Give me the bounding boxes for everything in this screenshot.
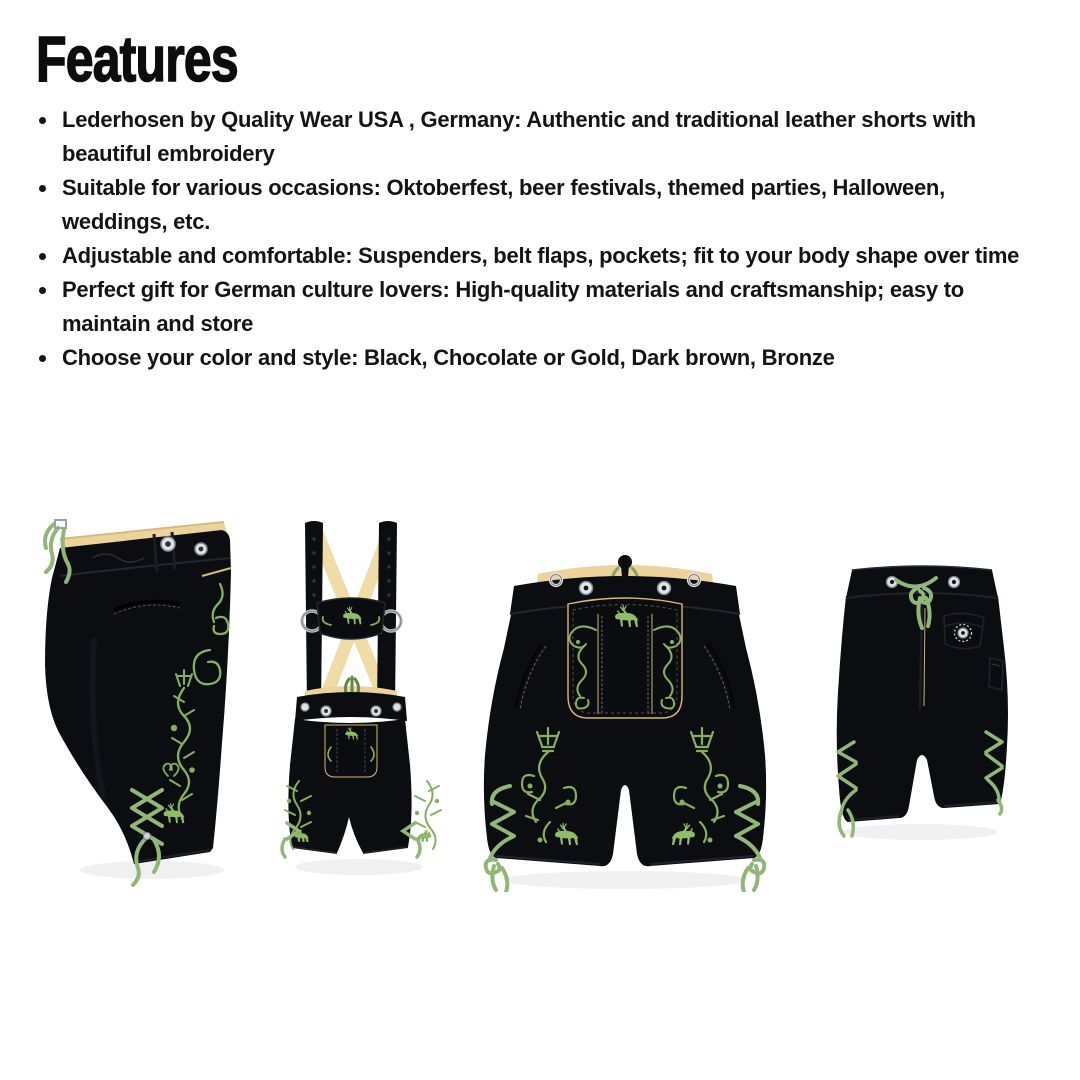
feature-item bbox=[36, 239, 1050, 273]
lace-grommet bbox=[144, 833, 151, 840]
back-pocket bbox=[944, 613, 984, 648]
embroidery-flower bbox=[171, 725, 177, 731]
product-image-lederhosen-back-view bbox=[832, 560, 1012, 845]
shadow bbox=[80, 861, 224, 879]
side-knife-pocket bbox=[989, 658, 1003, 690]
feature-text: Lederhosen by Quality Wear USA , Germany: Authentic and traditional leather shorts with beautiful embroidery bbox=[62, 107, 976, 166]
bullet-dot bbox=[39, 253, 46, 260]
front-flap bbox=[325, 725, 377, 777]
front-bib-flap bbox=[568, 598, 682, 718]
shadow bbox=[295, 859, 423, 875]
chest-medallion bbox=[317, 598, 385, 639]
features-list bbox=[36, 103, 1050, 375]
bullet-dot bbox=[39, 287, 46, 294]
feature-text: Choose your color and style: Black, Chocolate or Gold, Dark brown, Bronze bbox=[62, 345, 835, 370]
product-image-lederhosen-front-view bbox=[480, 550, 770, 892]
feature-item bbox=[36, 341, 1050, 375]
feature-text: Suitable for various occasions: Oktoberfest, beer festivals, themed parties, Halloween, weddings, etc. bbox=[62, 175, 945, 234]
feature-text: Perfect gift for German culture lovers: High-quality materials and craftsmanship; easy to maintain and store bbox=[62, 277, 964, 336]
page-title: Features bbox=[36, 23, 238, 95]
bullet-dot bbox=[39, 117, 46, 124]
bullet-dot bbox=[39, 355, 46, 362]
feature-item bbox=[36, 171, 1050, 239]
bullet-dot bbox=[39, 185, 46, 192]
product-image-lederhosen-side-view bbox=[34, 518, 246, 890]
shadow bbox=[503, 871, 747, 889]
embroidery-flower bbox=[189, 767, 195, 773]
feature-text: Adjustable and comfortable: Suspenders, belt flaps, pockets; fit to your body shape over time bbox=[62, 243, 1020, 268]
feature-item bbox=[36, 273, 1050, 341]
product-image-lederhosen-front-suspenders bbox=[279, 517, 447, 879]
shadow bbox=[842, 824, 998, 840]
feature-item bbox=[36, 103, 1050, 171]
shorts-back-body bbox=[837, 566, 1008, 822]
